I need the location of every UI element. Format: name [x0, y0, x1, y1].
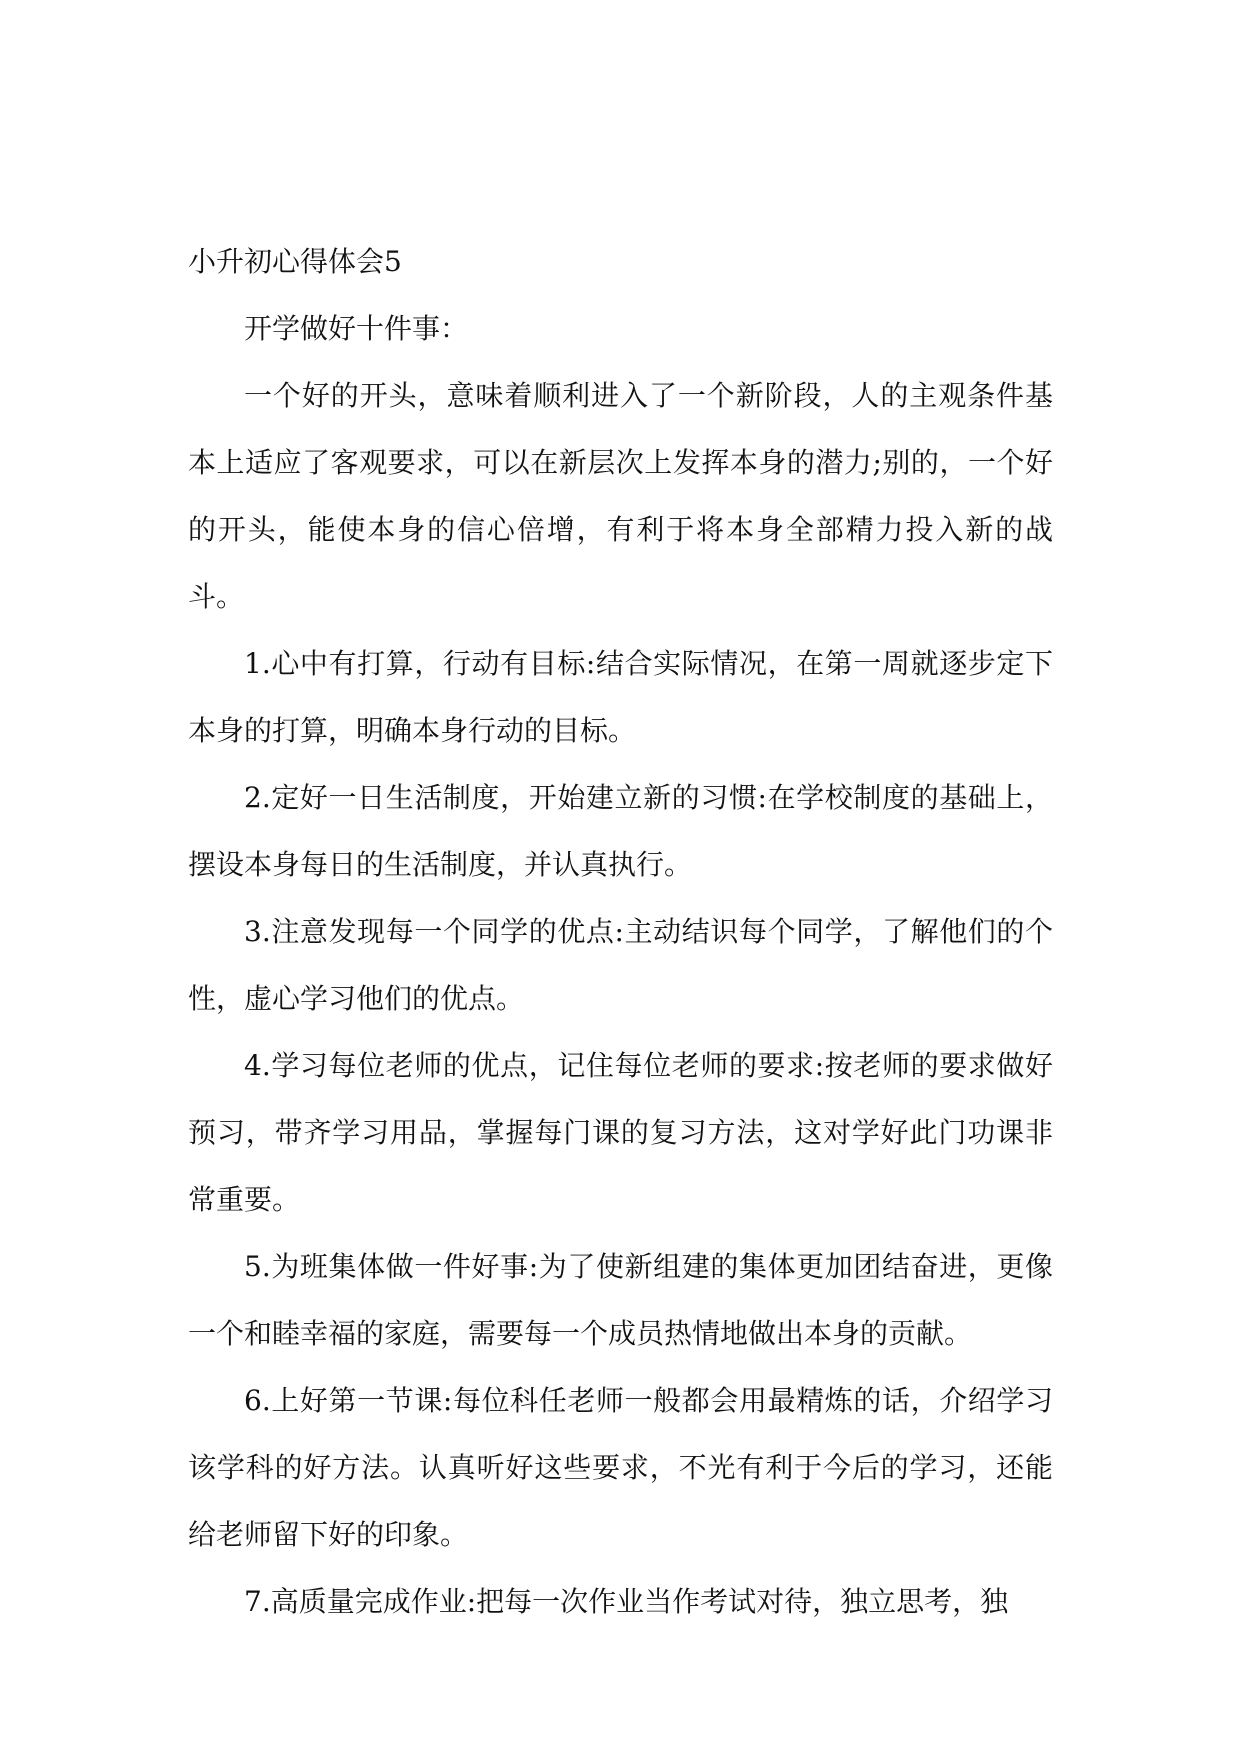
paragraph-item-3: 3.注意发现每一个同学的优点:主动结识每个同学，了解他们的个性，虚心学习他们的优点。 [188, 915, 1053, 1015]
paragraph-body: 一个好的开头，意味着顺利进入了一个新阶段，人的主观条件基本上适应了客观要求，可以在新层次上发挥本身的潜力;别的，一个好的开头，能使本身的信心倍增，有利于将本身全部精力投入新的战斗。 [188, 379, 1053, 613]
paragraph-item-5: 5.为班集体做一件好事:为了使新组建的集体更加团结奋进，更像一个和睦幸福的家庭，需要每一个成员热情地做出本身的贡献。 [188, 1250, 1053, 1350]
paragraph-item-1: 1.心中有打算，行动有目标:结合实际情况，在第一周就逐步定下本身的打算，明确本身行动的目标。 [188, 647, 1053, 747]
paragraph-item-6: 6.上好第一节课:每位科任老师一般都会用最精炼的话，介绍学习该学科的好方法。认真听好这些要求，不光有利于今后的学习，还能给老师留下好的印象。 [188, 1384, 1053, 1551]
document-page [188, 228, 1053, 1635]
paragraph-intro: 开学做好十件事： [244, 312, 469, 345]
paragraph-item-4: 4.学习每位老师的优点，记住每位老师的要求:按老师的要求做好预习，带齐学习用品，掌握每门课的复习方法，这对学好此门功课非常重要。 [188, 1049, 1053, 1216]
document-title: 小升初心得体会5 [188, 245, 402, 278]
paragraph-item-2: 2.定好一日生活制度，开始建立新的习惯:在学校制度的基础上，摆设本身每日的生活制度，并认真执行。 [188, 781, 1053, 881]
paragraph-item-7: 7.高质量完成作业:把每一次作业当作考试对待，独立思考，独 [244, 1585, 1009, 1618]
